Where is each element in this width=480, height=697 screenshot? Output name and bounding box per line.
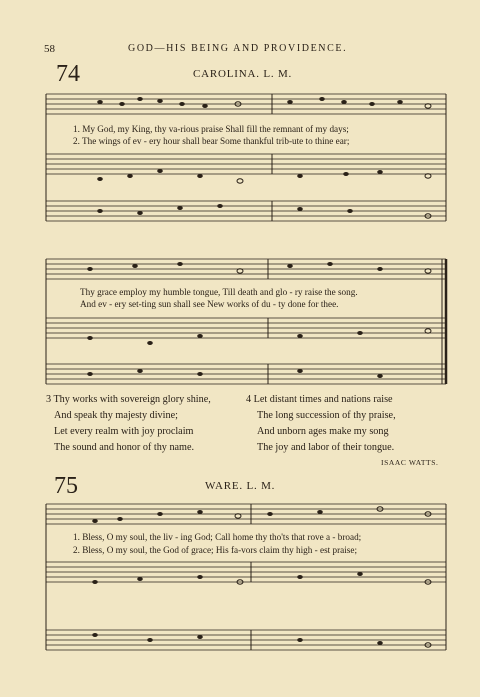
stanza-line: And speak thy majesty divine; [54, 410, 178, 421]
stanza-line: The joy and labor of their tongue. [257, 442, 395, 453]
stanza-line: Let every realm with joy proclaim [54, 426, 194, 437]
lyric-line: 1. Bless, O my soul, the liv - ing God; Call home thy tho'ts that rove a - broad; [73, 532, 362, 542]
lyric-line: 1. My God, my King, thy va-rious praise Shall fill the remnant of my days; [73, 124, 349, 134]
lyric-line: 2. Bless, O my soul, the God of grace; His fa-vors claim thy high - est praise; [73, 545, 357, 555]
hymn-number: 75 [54, 473, 78, 499]
attribution: ISAAC WATTS. [381, 458, 439, 467]
stanza-line: The sound and honor of thy name. [54, 442, 195, 453]
stanza-3 [46, 392, 211, 456]
hymn-number: 74 [56, 61, 80, 87]
tune-name: CAROLINA. L. M. [193, 68, 293, 80]
tune-name: WARE. L. M. [205, 480, 276, 492]
stanza-line: The long succession of thy praise, [257, 410, 396, 421]
page-number: 58 [44, 43, 55, 55]
running-head: GOD—HIS BEING AND PROVIDENCE. [128, 43, 348, 54]
stanza-line: 4 Let distant times and nations raise [246, 394, 393, 405]
stanza-line: 3 Thy works with sovereign glory shine, [46, 394, 211, 405]
stanza-line: And unborn ages make my song [257, 426, 389, 437]
lyric-line: Thy grace employ my humble tongue, Till death and glo - ry raise the song. [80, 287, 358, 297]
lyric-line: And ev - ery set-ting sun shall see New works of du - ty done for thee. [80, 299, 339, 309]
stanza-4 [246, 392, 396, 456]
lyric-line: 2. The wings of ev - ery hour shall bear Some thankful trib-ute to thine ear; [73, 136, 350, 146]
